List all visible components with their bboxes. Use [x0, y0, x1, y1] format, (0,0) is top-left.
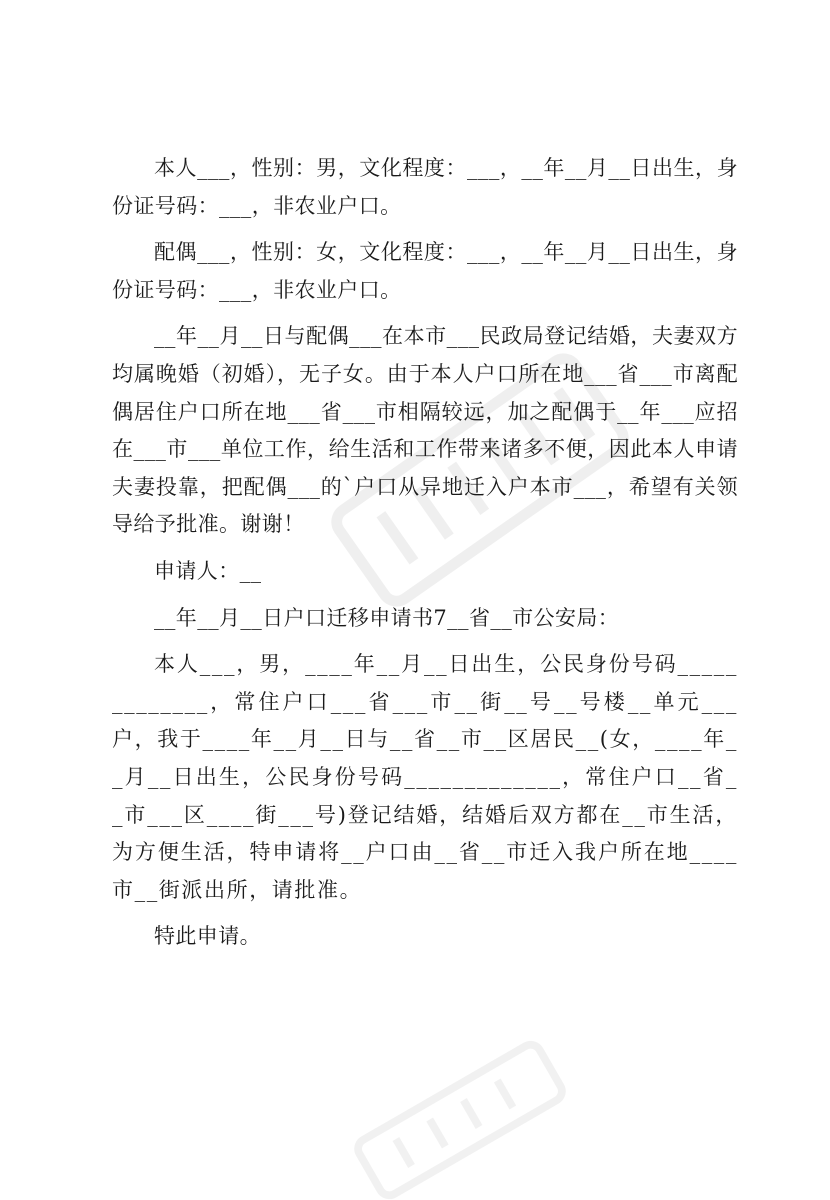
application-reason-paragraph: __年__月__日与配偶___在本市___民政局登记结婚，夫妻双方均属晚婚（初婚），无子女。由于本人户口所在地___省___市离配偶居住户口所在地___省___市相隔较远，加之配偶于__年___应招在___市___单位工作，给生活和工作带来诸多不便，因此本人申请夫妻投靠，把配偶___的`户口从异地迁入户本市___，希望有关领导给予批准。谢谢！ [112, 324, 738, 537]
second-letter-heading: __年__月__日户口迁移申请书7__省__市公安局： [154, 605, 620, 630]
watermark-icon [330, 1040, 590, 1200]
closing-line: 特此申请。 [154, 924, 261, 949]
applicant-info-paragraph: 本人___，性别：男，文化程度：___，__年__月__日出生，身份证号码：___，非农业户口。 [112, 156, 738, 218]
spouse-info-paragraph: 配偶___，性别：女，文化程度：___，__年__月__日出生，身份证号码：___，非农业户口。 [112, 240, 738, 302]
migration-request-paragraph: 本人___，男，____年__月__日出生，公民身份号码_____________，常住户口___省___市__街__号__号楼__单元___户，我于____年__月__日与__省__市__区居民__(女，____年__月__日出生，公民身份号码_____________，常住户口__省__市___区____街___号)登记结婚，结婚后双方都在__市生活，为方便生活，特申请将__户口由__省__市迁入我户所在地____市__街派出所，请批准。 [112, 652, 738, 902]
applicant-signature-line: 申请人：__ [154, 558, 262, 583]
document-body [112, 150, 738, 956]
